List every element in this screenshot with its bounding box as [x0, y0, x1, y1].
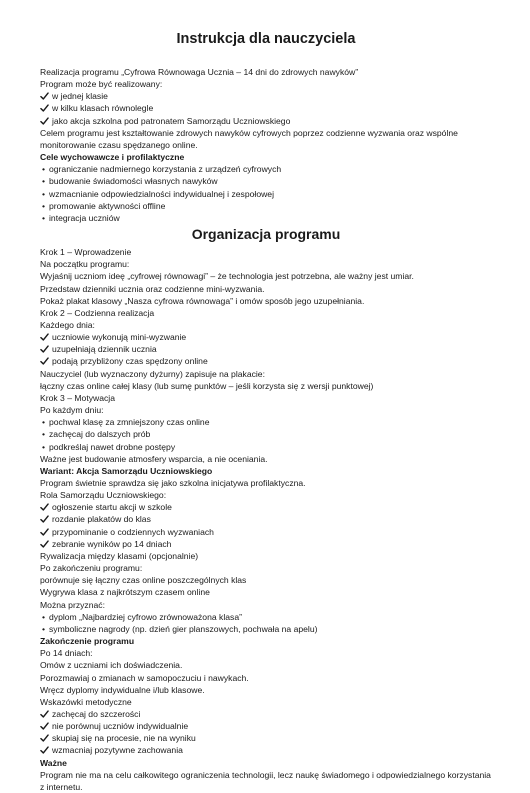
list-item: • wzmacnianie odpowiedzialności indywidualnej i zespołowej [42, 188, 274, 199]
list-item: • pochwal klasę za zmniejszony czas online [42, 417, 210, 428]
text-line: łączny czas online całej klasy (lub sumę punktów – jeśli korzysta się z wersji punktowej) [40, 380, 374, 391]
check-icon [40, 501, 50, 513]
intro-forms-lead: Program może być realizowany: [40, 79, 163, 90]
list-item: w jednej klasie [40, 90, 492, 102]
check-icon [40, 538, 50, 550]
text-line: porównuje się łączny czas online poszczególnych klas [40, 575, 247, 586]
list-item: w kilku klasach równolegle [40, 102, 492, 114]
bullet-dot: • [42, 417, 46, 428]
list-item: przypominanie o codziennych wyzwaniach [40, 526, 492, 538]
text-line: Ważne jest budowanie atmosfery wsparcia, a nie oceniania. [40, 453, 268, 464]
list-item: zebranie wyników po 14 dniach [40, 538, 492, 550]
text-line: Pokaż plakat klasowy „Nasza cyfrowa równowaga” i omów sposób jego uzupełniania. [40, 295, 365, 306]
text-line: Rola Samorządu Uczniowskiego: [40, 490, 167, 501]
list-item: • budowanie świadomości własnych nawyków [42, 176, 218, 187]
goals-heading: Cele wychowawcze i profilaktyczne [40, 152, 185, 163]
list-item: • zachęcaj do dalszych prób [42, 429, 151, 440]
list-item: podają przybliżony czas spędzony online [40, 355, 492, 367]
check-icon [40, 115, 50, 127]
text-line: Po każdym dniu: [40, 405, 104, 416]
text-line: Omów z uczniami ich doświadczenia. [40, 660, 183, 671]
text-line: Wygrywa klasa z najkrótszym czasem online [40, 587, 210, 598]
text-line: Można przyznać: [40, 599, 105, 610]
list-item: • ograniczanie nadmiernego korzystania z urządzeń cyfrowych [42, 164, 282, 175]
text-line: Przedstaw dzienniki ucznia oraz codzienne mini-wyzwania. [40, 283, 265, 294]
text-line: Wręcz dyplomy indywidualne i/lub klasowe. [40, 684, 205, 695]
check-icon [40, 526, 50, 538]
check-icon [40, 102, 50, 114]
document-title: Instrukcja dla nauczyciela [176, 31, 356, 47]
check-icon [40, 343, 50, 355]
list-item: jako akcja szkolna pod patronatem Samorządu Uczniowskiego [40, 115, 492, 127]
list-item: zachęcaj do szczerości [40, 708, 492, 720]
bullet-dot: • [42, 429, 46, 440]
important-text: Program nie ma na celu całkowitego ograniczenia technologii, lecz naukę świadomego i odpowiedzialnego korzystania z internetu. [40, 769, 491, 792]
list-item: • dyplom „Najbardziej cyfrowo zrównoważona klasa” [42, 611, 242, 622]
list-item: rozdanie plakatów do klas [40, 513, 492, 525]
check-icon [40, 513, 50, 525]
text-line: Nauczyciel (lub wyznaczony dyżurny) zapisuje na plakacie: [40, 368, 265, 379]
list-item: • podkreślaj nawet drobne postępy [42, 441, 176, 452]
bullet-dot: • [42, 441, 46, 452]
list-item: skupiaj się na procesie, nie na wyniku [40, 732, 492, 744]
variant-heading: Wariant: Akcja Samorządu Uczniowskiego [40, 465, 213, 476]
list-item: ogłoszenie startu akcji w szkole [40, 501, 492, 513]
text-line: Każdego dnia: [40, 319, 95, 330]
list-item: • symboliczne nagrody (np. dzień gier planszowych, pochwała na apelu) [42, 623, 318, 634]
check-icon [40, 732, 50, 744]
check-icon [40, 720, 50, 732]
check-icon [40, 744, 50, 756]
check-icon [40, 90, 50, 102]
list-item: uzupełniają dziennik ucznia [40, 343, 492, 355]
text-line: Wyjaśnij uczniom ideę „cyfrowej równowagi” – że technologia jest potrzebna, ale ważny jest umiar. [40, 271, 414, 282]
bullet-dot: • [42, 188, 46, 199]
bullet-dot: • [42, 212, 46, 223]
text-line: Porozmawiaj o zmianach w samopoczuciu i nawykach. [40, 672, 249, 683]
check-icon [40, 708, 50, 720]
list-item: • promowanie aktywności offline [42, 200, 166, 211]
bullet-dot: • [42, 164, 46, 175]
text-line: Po 14 dniach: [40, 648, 93, 659]
bullet-dot: • [42, 200, 46, 211]
intro-program-name: Realizacja programu „Cyfrowa Równowaga Ucznia – 14 dni do zdrowych nawyków” [40, 67, 359, 77]
text-line: Na początku programu: [40, 259, 130, 270]
step3-heading: Krok 3 – Motywacja [40, 392, 115, 403]
intro-purpose: Celem programu jest kształtowanie zdrowych nawyków cyfrowych poprzez codzienne wyzwania oraz wspólne monitorowanie czasu spędzanego online. [40, 127, 458, 150]
important-heading: Ważne [40, 757, 67, 768]
step2-heading: Krok 2 – Codzienna realizacja [40, 307, 155, 318]
section-title: Organizacja programu [191, 226, 341, 243]
list-item: nie porównuj uczniów indywidualnie [40, 720, 492, 732]
text-line: Program świetnie sprawdza się jako szkolna inicjatywa profilaktyczna. [40, 478, 306, 488]
bullet-dot: • [42, 611, 46, 622]
text-line: Wskazówki metodyczne [40, 696, 132, 707]
check-icon [40, 355, 50, 367]
list-item: • integracja uczniów [42, 212, 120, 223]
bullet-dot: • [42, 623, 46, 634]
text-line: Po zakończeniu programu: [40, 563, 143, 574]
list-item: uczniowie wykonują mini-wyzwanie [40, 331, 492, 343]
list-item: wzmacniaj pozytywne zachowania [40, 744, 492, 756]
bullet-dot: • [42, 176, 46, 187]
check-icon [40, 331, 50, 343]
text-line: Rywalizacja między klasami (opcjonalnie) [40, 550, 199, 561]
ending-heading: Zakończenie programu [40, 636, 135, 647]
step1-heading: Krok 1 – Wprowadzenie [40, 247, 132, 258]
